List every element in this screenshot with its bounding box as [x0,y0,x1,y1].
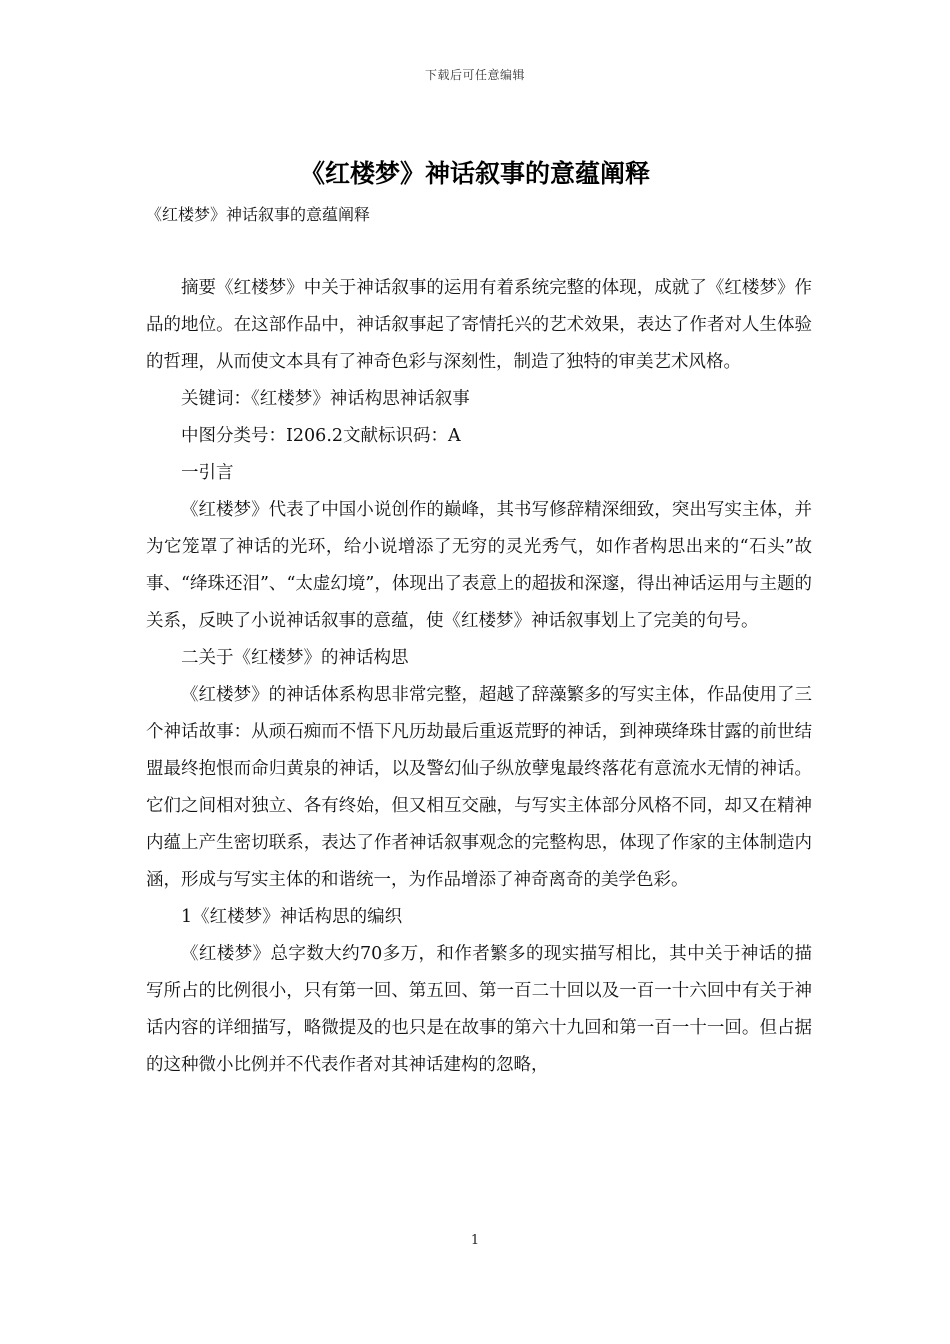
myth-conception-paragraph: 《红楼梦》的神话体系构思非常完整，超越了辞藻繁多的写实主体，作品使用了三个神话故事：从顽石痴而不悟下凡历劫最后重返荒野的神话，到神瑛绛珠甘露的前世结盟最终抱恨而命归黄泉的神话，以及警幻仙子纵放孽鬼最终落花有意流水无情的神话。它们之间相对独立、各有终始，但又相互交融，与写实主体部分风格不同，却又在精神内蕴上产生密切联系，表达了作者神话叙事观念的完整构思，体现了作家的主体制造内涵，形成与写实主体的和谐统一，为作品增添了神奇离奇的美学色彩。 [146,685,812,890]
subsection-heading-weaving: 1《红楼梦》神话构思的编织 [181,907,403,927]
weaving-paragraph: 《红楼梦》总字数大约70多万，和作者繁多的现实描写相比，其中关于神话的描写所占的比例很小，只有第一回、第五回、第一百二十回以及一百一十六回中有关于神话内容的详细描写，略微提及的也只是在故事的第六十九回和第一百一十一回。但占据的这种微小比例并不代表作者对其神话建构的忽略， [146,944,812,1075]
abstract-paragraph: 摘要《红楼梦》中关于神话叙事的运用有着系统完整的体现，成就了《红楼梦》作品的地位。在这部作品中，神话叙事起了寄情托兴的艺术效果，表达了作者对人生体验的哲理，从而使文本具有了神奇色彩与深刻性，制造了独特的审美艺术风格。 [146,278,812,372]
section-heading-myth-conception: 二关于《红楼梦》的神话构思 [181,648,409,668]
keywords-line: 关键词：《红楼梦》神话构思神话叙事 [181,389,470,409]
introduction-paragraph: 《红楼梦》代表了中国小说创作的巅峰，其书写修辞精深细致，突出写实主体，并为它笼罩了神话的光环，给小说增添了无穷的灵光秀气，如作者构思出来的“石头”故事、“绛珠还泪”、“太虚幻境”，体现出了表意上的超拔和深邃，得出神话运用与主题的关系，反映了小说神话叙事的意蕴，使《红楼梦》神话叙事划上了完美的句号。 [146,500,812,631]
classification-line: 中图分类号：I206.2文献标识码：A [181,426,461,446]
document-body [146,270,812,1084]
section-heading-introduction: 一引言 [181,463,234,483]
document-title: 《红楼梦》神话叙事的意蕴阐释 [299,159,650,188]
page-number: 1 [470,1233,480,1248]
page-header-note: 下载后可任意编辑 [424,68,525,82]
document-subtitle: 《红楼梦》神话叙事的意蕴阐释 [146,205,371,224]
